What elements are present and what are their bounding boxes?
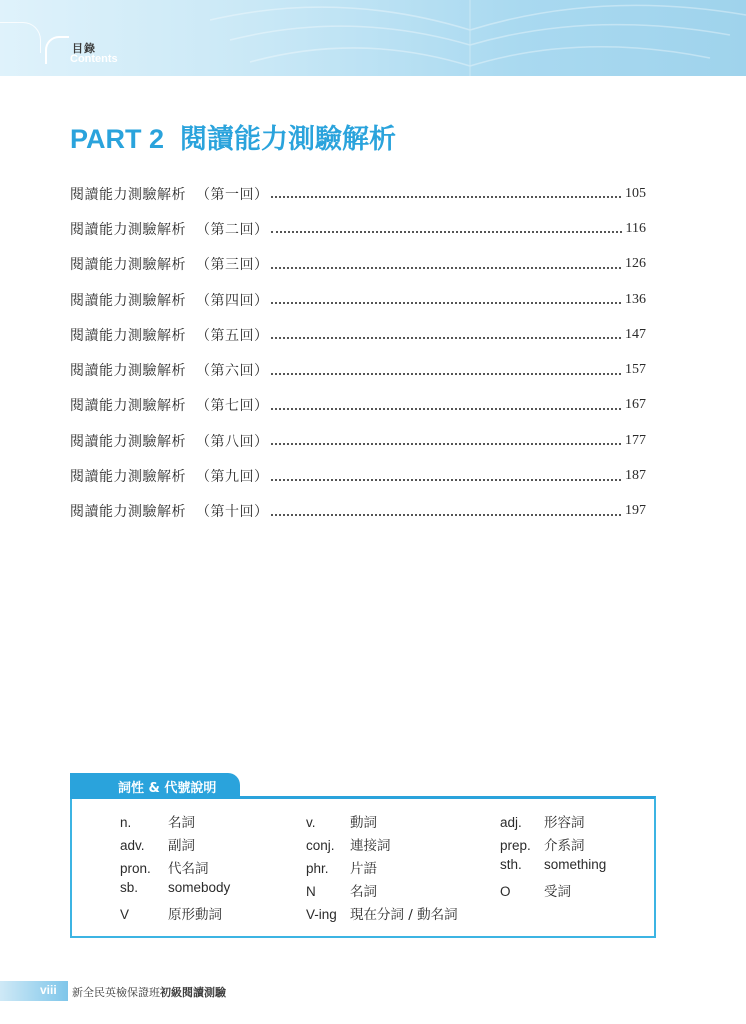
- toc-entry[interactable]: [70, 423, 646, 458]
- legend-abbr: V-ing: [306, 907, 337, 922]
- toc-entry-label: 閱讀能力測驗解析: [70, 257, 186, 274]
- part-title: [70, 117, 396, 156]
- toc-entry-page: 147: [625, 326, 646, 342]
- legend-meaning: 原形動詞: [168, 907, 222, 923]
- toc-entry[interactable]: [70, 458, 646, 493]
- toc-dot-leader: [271, 266, 622, 269]
- toc-entry-page: 157: [625, 362, 646, 378]
- legend-abbr: pron.: [120, 861, 151, 876]
- header-title-cn: 目錄: [72, 42, 96, 55]
- legend-abbr: sth.: [500, 857, 522, 872]
- legend-meaning: 名詞: [350, 884, 377, 900]
- toc-entry[interactable]: [70, 352, 646, 387]
- legend-item: [306, 811, 377, 833]
- table-of-contents: [70, 176, 646, 529]
- toc-dot-leader: [271, 442, 622, 445]
- toc-entry-page: 116: [625, 220, 646, 236]
- legend-meaning: 副詞: [168, 838, 195, 854]
- toc-entry-page: 167: [625, 397, 646, 413]
- legend-abbr: O: [500, 884, 511, 899]
- legend-abbr: phr.: [306, 861, 329, 876]
- header-title-en: Contents: [70, 53, 118, 65]
- toc-entry-round: （第八回）: [196, 433, 269, 450]
- footer-book-title-regular: 新全民英檢保證班: [72, 986, 160, 999]
- legend-meaning: 介系詞: [544, 838, 585, 854]
- legend-item: [500, 834, 585, 856]
- toc-entry-label: 閱讀能力測驗解析: [70, 327, 186, 344]
- legend-abbr: adj.: [500, 815, 522, 830]
- toc-entry-round: （第三回）: [196, 257, 269, 274]
- legend-item: [306, 834, 391, 856]
- toc-dot-leader: [271, 372, 622, 375]
- legend-meaning: 動詞: [350, 815, 377, 831]
- toc-entry-round: （第六回）: [196, 363, 269, 380]
- legend-item: [306, 880, 377, 902]
- legend-item: [120, 857, 209, 879]
- footer-page-number: viii: [40, 983, 57, 997]
- legend-box: [70, 796, 656, 938]
- toc-entry-page: 105: [625, 185, 646, 201]
- legend-item: [120, 880, 230, 902]
- footer-book-title: [72, 984, 226, 1000]
- toc-entry-label: 閱讀能力測驗解析: [70, 186, 186, 203]
- toc-entry-round: （第九回）: [196, 469, 269, 486]
- legend-meaning: 名詞: [168, 815, 195, 831]
- legend-abbr: adv.: [120, 838, 145, 853]
- corner-decoration-line: [0, 22, 41, 53]
- legend-tab: [70, 773, 240, 799]
- toc-entry-round: （第一回）: [196, 186, 269, 203]
- toc-entry-label: 閱讀能力測驗解析: [70, 504, 186, 521]
- legend-item: [500, 857, 606, 879]
- toc-entry-page: 197: [625, 503, 646, 519]
- toc-entry-label: 閱讀能力測驗解析: [70, 469, 186, 486]
- legend-abbr: N: [306, 884, 316, 899]
- toc-dot-leader: [271, 407, 622, 410]
- legend-abbr: V: [120, 907, 130, 922]
- toc-entry-page: 136: [625, 291, 646, 307]
- legend-item: [306, 903, 458, 925]
- legend-abbr: conj.: [306, 838, 335, 853]
- toc-entry[interactable]: [70, 282, 646, 317]
- toc-entry-page: 126: [625, 256, 646, 272]
- legend-meaning: 形容詞: [544, 815, 585, 831]
- corner-decoration-box: [45, 36, 69, 64]
- legend-meaning: 代名詞: [168, 861, 209, 877]
- legend-item: [120, 811, 195, 833]
- toc-entry-round: （第四回）: [196, 292, 269, 309]
- toc-entry[interactable]: [70, 176, 646, 211]
- legend-item: [500, 880, 571, 902]
- legend-meaning: 現在分詞 / 動名詞: [350, 907, 458, 923]
- legend-meaning: 片語: [350, 861, 377, 877]
- toc-entry[interactable]: [70, 388, 646, 423]
- toc-entry[interactable]: [70, 317, 646, 352]
- legend-title: 詞性 & 代號說明: [118, 781, 217, 796]
- legend-meaning: something: [544, 857, 607, 872]
- toc-entry[interactable]: [70, 211, 646, 246]
- footer-bar: [0, 981, 68, 1001]
- legend-abbr: prep.: [500, 838, 531, 853]
- legend-abbr: n.: [120, 815, 132, 830]
- legend-item: [306, 857, 377, 879]
- toc-entry-round: （第十回）: [196, 504, 269, 521]
- toc-dot-leader: [271, 513, 622, 516]
- toc-entry-round: （第二回）: [196, 221, 269, 238]
- part-number: PART 2: [70, 124, 165, 154]
- legend-abbr: v.: [306, 815, 316, 830]
- toc-entry[interactable]: [70, 494, 646, 529]
- toc-entry-round: （第七回）: [196, 398, 269, 415]
- legend-meaning: somebody: [168, 880, 231, 895]
- legend-meaning: 受詞: [544, 884, 571, 900]
- toc-entry-label: 閱讀能力測驗解析: [70, 398, 186, 415]
- toc-dot-leader: [271, 195, 622, 198]
- toc-entry-label: 閱讀能力測驗解析: [70, 221, 186, 238]
- legend-meaning: 連接詞: [350, 838, 391, 854]
- legend-item: [500, 811, 585, 833]
- toc-entry-label: 閱讀能力測驗解析: [70, 292, 186, 309]
- toc-entry-round: （第五回）: [196, 327, 269, 344]
- book-pages-decoration: [210, 0, 746, 76]
- toc-dot-leader: [271, 478, 622, 481]
- legend-abbr: sb.: [120, 880, 139, 895]
- toc-dot-leader: [271, 336, 622, 339]
- toc-entry-page: 187: [625, 468, 646, 484]
- toc-entry[interactable]: [70, 247, 646, 282]
- part-name: 閱讀能力測驗解析: [180, 124, 397, 155]
- toc-dot-leader: [271, 301, 622, 304]
- legend-item: [120, 834, 195, 856]
- toc-entry-label: 閱讀能力測驗解析: [70, 363, 186, 380]
- footer-book-title-bold: 初級閱讀測驗: [160, 986, 226, 999]
- toc-dot-leader: [271, 230, 622, 233]
- toc-entry-label: 閱讀能力測驗解析: [70, 433, 186, 450]
- toc-entry-page: 177: [625, 432, 646, 448]
- legend-item: [120, 903, 222, 925]
